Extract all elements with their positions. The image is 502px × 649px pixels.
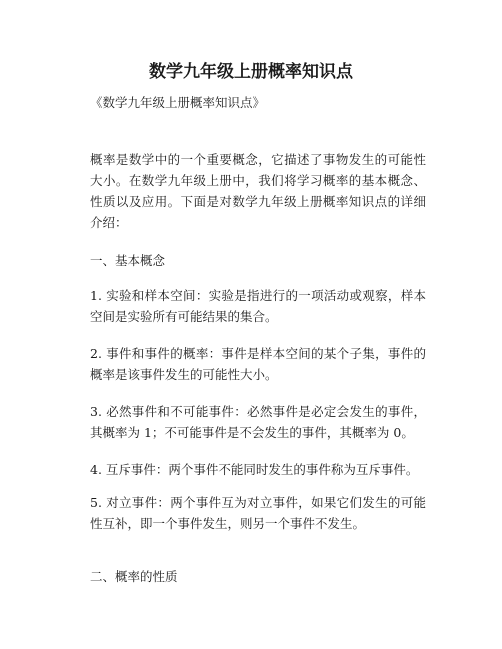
list-item: 1. 实验和样本空间：实验是指进行的一项活动或观察，样本空间是实验所有可能结果的集合。 bbox=[90, 288, 426, 324]
intro-paragraph: 概率是数学中的一个重要概念，它描述了事物发生的可能性大小。在数学九年级上册中，我们将学习概率的基本概念、性质以及应用。下面是对数学九年级上册概率知识点的详细介绍： bbox=[90, 152, 426, 230]
list-item: 2. 事件和事件的概率：事件是样本空间的某个子集，事件的概率是该事件发生的可能性大小。 bbox=[90, 346, 426, 382]
list-item: 5. 对立事件：两个事件互为对立事件，如果它们发生的可能性互补，即一个事件发生，则另一个事件不发生。 bbox=[90, 495, 426, 531]
document-subtitle: 《数学九年级上册概率知识点》 bbox=[90, 95, 266, 110]
list-item: 4. 互斥事件：两个事件不能同时发生的事件称为互斥事件。 bbox=[90, 462, 419, 477]
section-heading-probability-properties: 二、概率的性质 bbox=[90, 569, 178, 584]
list-item: 3. 必然事件和不可能事件：必然事件是必定会发生的事件，其概率为 1；不可能事件是不会发生的事件，其概率为 0。 bbox=[90, 404, 426, 440]
section-heading-basic-concepts: 一、基本概念 bbox=[90, 253, 166, 268]
document-title: 数学九年级上册概率知识点 bbox=[149, 62, 353, 82]
